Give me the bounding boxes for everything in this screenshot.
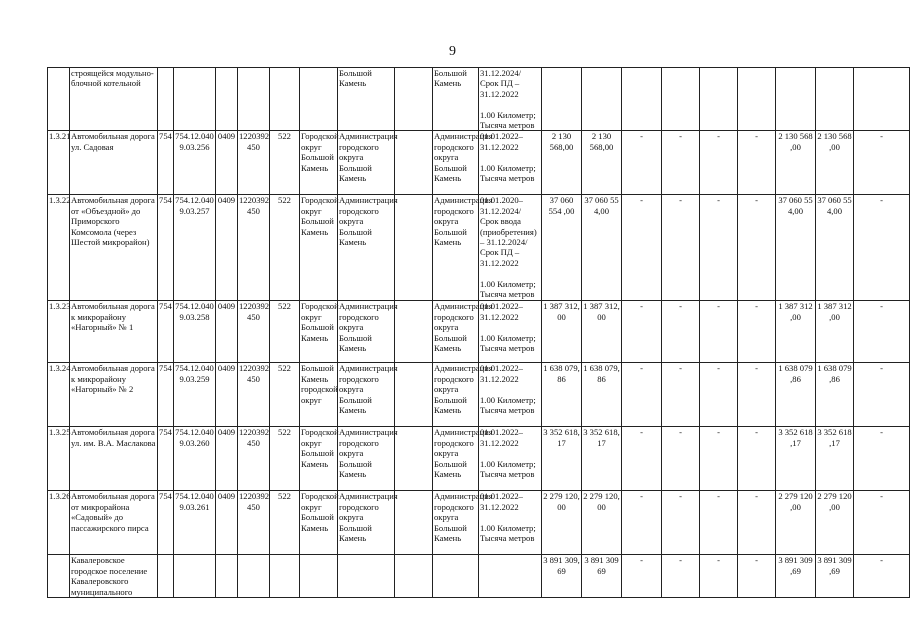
table-cell-i: Администрация городского округа Большой Камень <box>433 195 479 301</box>
table-cell-f: Городской округ Большой Камень <box>300 131 338 195</box>
table-cell-n: - <box>662 301 700 363</box>
table-cell-s: 2 279 120 ,00 <box>816 491 854 555</box>
table-cell-n: - <box>662 195 700 301</box>
table-cell-k: 2 130 568,00 <box>542 131 582 195</box>
table-cell-m: - <box>622 555 662 598</box>
table-cell-g: Администрация городского округа Большой Камень <box>338 195 395 301</box>
table-cell-f: Городской округ Большой Камень <box>300 427 338 491</box>
table-cell-m: - <box>622 427 662 491</box>
table-row <box>48 491 910 555</box>
table-cell-d <box>238 555 270 598</box>
table-cell-f <box>300 68 338 131</box>
table-cell-b: 754.12.040 9.03.259 <box>174 363 216 427</box>
table-cell-name: Автомобильная дорога к микрорайону «Нагорный» № 2 <box>70 363 158 427</box>
page-number: 9 <box>449 44 456 59</box>
table-cell-p: - <box>738 195 776 301</box>
table-row <box>48 301 910 363</box>
table-cell-k: 3 352 618, 17 <box>542 427 582 491</box>
table-cell-d: 1220392 450 <box>238 195 270 301</box>
table-cell-d: 1220392 450 <box>238 363 270 427</box>
table-cell-b: 754.12.040 9.03.258 <box>174 301 216 363</box>
table-cell-t: - <box>854 195 910 301</box>
table-row <box>48 195 910 301</box>
table-cell-j: 01.01.2022–31.12.2022 1.00 Километр; Тысяча метров <box>479 427 542 491</box>
table-cell-d: 1220392 450 <box>238 491 270 555</box>
table-cell-q: 3 352 618 ,17 <box>776 427 816 491</box>
table-row <box>48 555 910 598</box>
table-cell-e: 522 <box>270 131 300 195</box>
table-cell-l: 1 387 312, 00 <box>582 301 622 363</box>
table-cell-a: 754 <box>158 301 174 363</box>
table-cell-i: Администрация городского округа Большой Камень <box>433 301 479 363</box>
table-cell-f: Городской округ Большой Камень <box>300 195 338 301</box>
table-cell-j: 31.12.2024/ Срок ПД – 31.12.2022 1.00 Километр; Тысяча метров <box>479 68 542 131</box>
table-cell-c: 0409 <box>216 195 238 301</box>
table-cell-k: 37 060 554 ,00 <box>542 195 582 301</box>
table-cell-s: 1 387 312 ,00 <box>816 301 854 363</box>
table-cell-n <box>662 68 700 131</box>
table-cell-b: 754.12.040 9.03.257 <box>174 195 216 301</box>
table-cell-p: - <box>738 131 776 195</box>
table-cell-n: - <box>662 131 700 195</box>
table-cell-name: Автомобильная дорога от «Объездной» до Приморского Комсомола (через Шестой микрорайон) <box>70 195 158 301</box>
table-cell-i: Администрация городского округа Большой Камень <box>433 131 479 195</box>
table-cell-o: - <box>700 363 738 427</box>
table-cell-name: Автомобильная дорога ул. Садовая <box>70 131 158 195</box>
table-cell-num: 1.3.23 <box>48 301 70 363</box>
table-cell-q: 37 060 55 4,00 <box>776 195 816 301</box>
table-cell-k: 1 638 079, 86 <box>542 363 582 427</box>
table-cell-g: Большой Камень <box>338 68 395 131</box>
table-cell-num: 1.3.25 <box>48 427 70 491</box>
table-cell-c <box>216 555 238 598</box>
table-cell-d <box>238 68 270 131</box>
table-cell-a: 754 <box>158 427 174 491</box>
table-cell-p: - <box>738 301 776 363</box>
table-cell-t: - <box>854 491 910 555</box>
table-cell-j: 01.01.2022–31.12.2022 1.00 Километр; Тысяча метров <box>479 301 542 363</box>
table-cell-a: 754 <box>158 195 174 301</box>
table-cell-l: 3 352 618, 17 <box>582 427 622 491</box>
table-cell-e <box>270 68 300 131</box>
table-cell-q: 1 638 079 ,86 <box>776 363 816 427</box>
table-cell-num: 1.3.21 <box>48 131 70 195</box>
table-row <box>48 131 910 195</box>
table-cell-f <box>300 555 338 598</box>
table-cell-o: - <box>700 427 738 491</box>
table-row <box>48 363 910 427</box>
table-cell-o: - <box>700 195 738 301</box>
table-cell-p: - <box>738 555 776 598</box>
table-cell-o: - <box>700 131 738 195</box>
table-cell-num: 1.3.22 <box>48 195 70 301</box>
table-cell-t: - <box>854 555 910 598</box>
table-cell-j: 01.01.2020–31.12.2024/ Срок ввода (приобретения) – 31.12.2024/ Срок ПД – 31.12.2022 1.00 Километр; Тысяча метров <box>479 195 542 301</box>
table-cell-d: 1220392 450 <box>238 301 270 363</box>
table-cell-h <box>395 427 433 491</box>
table-cell-m: - <box>622 363 662 427</box>
table-cell-c: 0409 <box>216 301 238 363</box>
table-cell-t: - <box>854 131 910 195</box>
table-cell-p <box>738 68 776 131</box>
table-cell-num <box>48 555 70 598</box>
table-cell-e: 522 <box>270 301 300 363</box>
table-cell-d: 1220392 450 <box>238 131 270 195</box>
table-cell-k: 2 279 120, 00 <box>542 491 582 555</box>
table-cell-b: 754.12.040 9.03.256 <box>174 131 216 195</box>
table-cell-q: 2 279 120 ,00 <box>776 491 816 555</box>
table-cell-k <box>542 68 582 131</box>
table-cell-i: Администрация городского округа Большой Камень <box>433 427 479 491</box>
table-row <box>48 427 910 491</box>
table-cell-c: 0409 <box>216 131 238 195</box>
table-cell-g: Администрация городского округа Большой Камень <box>338 301 395 363</box>
table-cell-s: 37 060 55 4,00 <box>816 195 854 301</box>
table-cell-i: Большой Камень <box>433 68 479 131</box>
table-cell-g: Администрация городского округа Большой Камень <box>338 491 395 555</box>
table-cell-s: 3 352 618 ,17 <box>816 427 854 491</box>
table-cell-c: 0409 <box>216 363 238 427</box>
table-cell-a <box>158 555 174 598</box>
table-cell-num <box>48 68 70 131</box>
table-cell-l: 3 891 309 69 <box>582 555 622 598</box>
table-cell-m <box>622 68 662 131</box>
table-cell-a: 754 <box>158 131 174 195</box>
table-cell-a: 754 <box>158 491 174 555</box>
table-cell-e: 522 <box>270 427 300 491</box>
table-cell-e: 522 <box>270 195 300 301</box>
table-cell-k: 3 891 309, 69 <box>542 555 582 598</box>
table-cell-b: 754.12.040 9.03.260 <box>174 427 216 491</box>
table-row <box>48 68 910 131</box>
table-cell-m: - <box>622 301 662 363</box>
table-cell-i <box>433 555 479 598</box>
table-cell-n: - <box>662 555 700 598</box>
table-cell-a <box>158 68 174 131</box>
table-cell-a: 754 <box>158 363 174 427</box>
table-cell-h <box>395 68 433 131</box>
table-cell-s <box>816 68 854 131</box>
table-cell-h <box>395 301 433 363</box>
table-cell-l <box>582 68 622 131</box>
table-cell-name: Кавалеровское городское поселение Кавалеровского муниципального <box>70 555 158 598</box>
table-cell-c <box>216 68 238 131</box>
table-cell-h <box>395 555 433 598</box>
table-cell-o: - <box>700 555 738 598</box>
table-cell-q: 3 891 309 ,69 <box>776 555 816 598</box>
table-cell-j: 01.01.2022–31.12.2022 1.00 Километр; Тысяча метров <box>479 363 542 427</box>
table-cell-p: - <box>738 427 776 491</box>
table-cell-t <box>854 68 910 131</box>
table-cell-b <box>174 68 216 131</box>
table-cell-num: 1.3.26 <box>48 491 70 555</box>
table-cell-s: 3 891 309 ,69 <box>816 555 854 598</box>
table-cell-name: Автомобильная дорога ул. им. В.А. Маслакова <box>70 427 158 491</box>
table-cell-h <box>395 363 433 427</box>
table-cell-l: 2 130 568,00 <box>582 131 622 195</box>
table-cell-n: - <box>662 363 700 427</box>
table-cell-s: 1 638 079 ,86 <box>816 363 854 427</box>
table-cell-name: строящейся модульно-блочной котельной <box>70 68 158 131</box>
table-cell-t: - <box>854 427 910 491</box>
table-cell-f: Городской округ Большой Камень <box>300 491 338 555</box>
table-cell-g: Администрация городского округа Большой Камень <box>338 363 395 427</box>
table-cell-q: 2 130 568 ,00 <box>776 131 816 195</box>
table-cell-o <box>700 68 738 131</box>
table-cell-j: 01.01.2022–31.12.2022 1.00 Километр; Тысяча метров <box>479 491 542 555</box>
table-cell-m: - <box>622 195 662 301</box>
table-cell-f: Большой Камень городской округ <box>300 363 338 427</box>
table-cell-n: - <box>662 427 700 491</box>
table-cell-m: - <box>622 131 662 195</box>
table-cell-o: - <box>700 491 738 555</box>
table-cell-m: - <box>622 491 662 555</box>
table-cell-i: Администрация городского округа Большой Камень <box>433 363 479 427</box>
table-cell-d: 1220392 450 <box>238 427 270 491</box>
table-cell-g: Администрация городского округа Большой Камень <box>338 131 395 195</box>
table-cell-h <box>395 491 433 555</box>
table-cell-t: - <box>854 363 910 427</box>
table-cell-name: Автомобильная дорога от микрорайона «Садовый» до пассажирского пирса <box>70 491 158 555</box>
table-cell-j <box>479 555 542 598</box>
table-cell-g: Администрация городского округа Большой Камень <box>338 427 395 491</box>
table-cell-q <box>776 68 816 131</box>
table-cell-s: 2 130 568 ,00 <box>816 131 854 195</box>
table-cell-p: - <box>738 363 776 427</box>
table-cell-b <box>174 555 216 598</box>
table-cell-c: 0409 <box>216 427 238 491</box>
table-cell-n: - <box>662 491 700 555</box>
table-cell-num: 1.3.24 <box>48 363 70 427</box>
table-cell-c: 0409 <box>216 491 238 555</box>
table-cell-h <box>395 195 433 301</box>
budget-table <box>47 67 910 598</box>
table-cell-e: 522 <box>270 491 300 555</box>
table-cell-h <box>395 131 433 195</box>
table-cell-b: 754.12.040 9.03.261 <box>174 491 216 555</box>
table-cell-l: 37 060 55 4,00 <box>582 195 622 301</box>
table-cell-l: 2 279 120, 00 <box>582 491 622 555</box>
table-cell-k: 1 387 312, 00 <box>542 301 582 363</box>
table-cell-g <box>338 555 395 598</box>
table-cell-f: Городской округ Большой Камень <box>300 301 338 363</box>
table-cell-p: - <box>738 491 776 555</box>
table-cell-name: Автомобильная дорога к микрорайону «Нагорный» № 1 <box>70 301 158 363</box>
table-cell-e: 522 <box>270 363 300 427</box>
table-cell-o: - <box>700 301 738 363</box>
table-cell-e <box>270 555 300 598</box>
table-cell-t: - <box>854 301 910 363</box>
table-cell-j: 01.01.2022–31.12.2022 1.00 Километр; Тысяча метров <box>479 131 542 195</box>
table-cell-l: 1 638 079, 86 <box>582 363 622 427</box>
table-cell-q: 1 387 312 ,00 <box>776 301 816 363</box>
table-cell-i: Администрация городского округа Большой Камень <box>433 491 479 555</box>
